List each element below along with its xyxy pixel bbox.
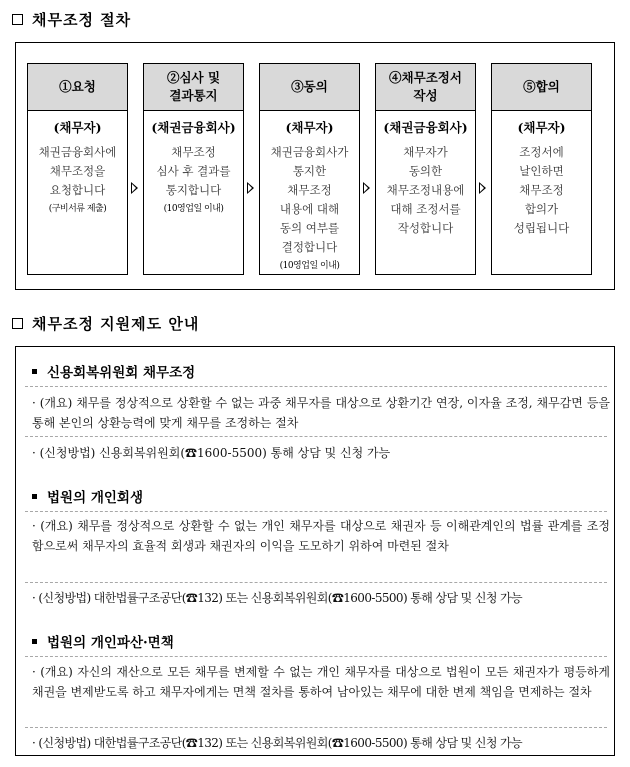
flow-arrow-icon: [131, 182, 138, 194]
program-apply-method: · (신청방법) 대한법률구조공단(☎132) 또는 신용회복위원회(☎1600-5500) 통해 상담 및 신청 가능: [32, 591, 523, 605]
step-description: 채권금융회사가 통지한 채무조정 내용에 대해 동의 여부를 결정합니다: [270, 145, 349, 254]
checkbox-square-icon: [12, 14, 23, 25]
dashed-divider: [25, 511, 607, 512]
flow-step-request: [27, 63, 128, 275]
square-bullet-icon: [32, 369, 37, 374]
program-heading-bankruptcy: [32, 631, 174, 651]
flow-step-consent: [259, 63, 360, 275]
step-description: 채무자가 동의한 채무조정내용에 대해 조정서를 작성합니다: [386, 145, 465, 235]
step-actor: (채권금융회사): [151, 120, 236, 135]
step-heading: ④채무조정서 작성: [376, 64, 475, 111]
dashed-divider: [25, 727, 607, 728]
square-bullet-icon: [32, 494, 37, 499]
checkbox-square-icon: [12, 318, 23, 329]
section-title-text: 채무조정 지원제도 안내: [32, 315, 200, 333]
flow-arrow-icon: [479, 182, 486, 194]
step-heading: ①요청: [28, 64, 127, 111]
step-actor: (채권금융회사): [383, 120, 468, 135]
program-heading-rehabilitation: [32, 486, 143, 506]
program-heading-ccrs: [32, 361, 195, 381]
program-heading-text: 법원의 개인회생: [47, 490, 143, 506]
section-title-procedure: [12, 9, 131, 30]
section-title-support: [12, 313, 199, 334]
flow-step-review: [143, 63, 244, 275]
step-heading: ⑤합의: [492, 64, 591, 111]
step-description: 채무조정 심사 후 결과를 통지합니다: [156, 145, 231, 197]
step-actor: (채무자): [285, 120, 334, 135]
program-apply-method: · (신청방법) 신용회복위원회(☎1600-5500) 통해 상담 및 신청 가능: [32, 446, 391, 460]
program-overview: · (개요) 자신의 재산으로 모든 채무를 변제할 수 없는 개인 채무자를 대상으로 법원이 모든 채권자가 평등하게 채권을 변제받도록 하고 채무자에게는 면책 절차를 통하여 남아있는 채무에 대한 변제 책임을 면제하는 절차: [32, 665, 610, 699]
step-description: 채권금융회사에 채무조정을 요청합니다: [38, 145, 117, 197]
dashed-divider: [25, 436, 607, 437]
step-actor: (채무자): [517, 120, 566, 135]
program-heading-text: 신용회복위원회 채무조정: [47, 365, 196, 381]
flow-arrow-icon: [363, 182, 370, 194]
dashed-divider: [25, 386, 607, 387]
step-note: (10영업일 이내): [279, 261, 340, 271]
step-note: (구비서류 제출): [48, 204, 107, 214]
dashed-divider: [25, 656, 607, 657]
flow-arrow-icon: [247, 182, 254, 194]
step-actor: (채무자): [53, 120, 102, 135]
program-heading-text: 법원의 개인파산·면책: [47, 635, 174, 651]
step-note: (10영업일 이내): [163, 204, 224, 214]
program-apply-method: · (신청방법) 대한법률구조공단(☎132) 또는 신용회복위원회(☎1600-5500) 통해 상담 및 신청 가능: [32, 736, 523, 750]
section-title-text: 채무조정 절차: [32, 11, 132, 29]
step-description: 조정서에 날인하면 채무조정 합의가 성립됩니다: [513, 145, 570, 235]
square-bullet-icon: [32, 639, 37, 644]
flow-step-settlement: [491, 63, 592, 275]
program-overview: · (개요) 채무를 정상적으로 상환할 수 없는 과중 채무자를 대상으로 상환기간 연장, 이자율 조정, 채무감면 등을 통해 본인의 상환능력에 맞게 채무를 조정하는 절차: [32, 396, 610, 430]
program-overview: · (개요) 채무를 정상적으로 상환할 수 없는 개인 채무자를 대상으로 채권자 등 이해관계인의 법률 관계를 조정함으로써 채무자의 효율적 회생과 채권자의 이익을 도모하기 위하여 마련된 절차: [32, 519, 610, 553]
step-heading: ②심사 및 결과통지: [144, 64, 243, 111]
step-heading: ③동의: [260, 64, 359, 111]
flow-step-draft-agreement: [375, 63, 476, 275]
dashed-divider: [25, 582, 607, 583]
